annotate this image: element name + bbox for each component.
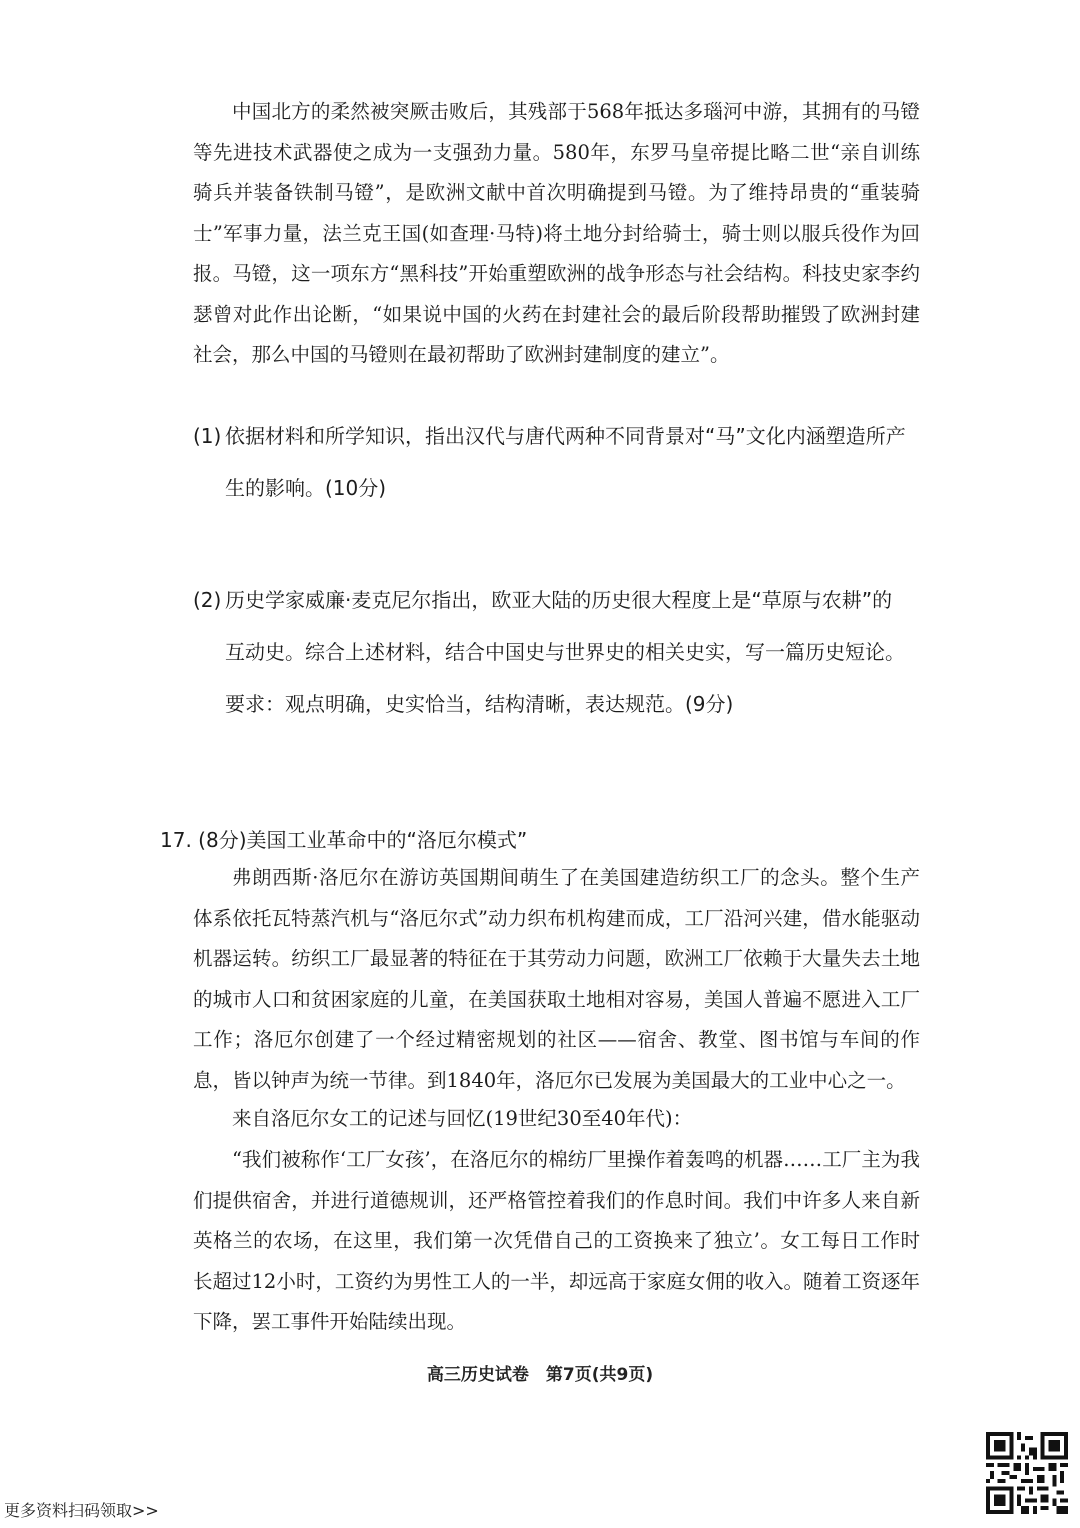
qr-code-icon[interactable] <box>986 1432 1068 1514</box>
promo-link[interactable]: 更多资料扫码领取>> <box>4 1501 159 1520</box>
question-text-line: 历史学家威廉·麦克尼尔指出，欧亚大陆的历史很大程度上是“草原与农耕”的 <box>225 588 893 612</box>
question-number: (1) <box>193 424 222 448</box>
question-16-1 <box>193 410 920 514</box>
question-text-line: 互动史。综合上述材料，结合中国史与世界史的相关史实，写一篇历史短论。 <box>225 640 905 664</box>
question-text-line: 依据材料和所学知识，指出汉代与唐代两种不同背景对“马”文化内涵塑造所产 <box>225 424 906 448</box>
question-text-line: 生的影响。(10分) <box>225 476 387 500</box>
question-text-line: 要求：观点明确，史实恰当，结构清晰，表达规范。(9分) <box>225 692 734 716</box>
question-17-heading: 17. (8分)美国工业革命中的“洛厄尔模式” <box>160 828 528 852</box>
material-paragraph: 弗朗西斯·洛厄尔在游访英国期间萌生了在美国建造纺织工厂的念头。整个生产体系依托瓦特蒸汽机与“洛厄尔式”动力织布机构建而成，工厂沿河兴建，借水能驱动机器运转。纺织工厂最显著的特征在于其劳动力问题，欧洲工厂依赖于大量失去土地的城市人口和贫困家庭的儿童，在美国获取土地相对容易，美国人普遍不愿进入工厂工作；洛厄尔创建了一个经过精密规划的社区——宿舍、教堂、图书馆与车间的作息，皆以钟声为统一节律。到1840年，洛厄尔已发展为美国最大的工业中心之一。 <box>193 866 920 1092</box>
material-paragraph: “我们被称作‘工厂女孩’，在洛厄尔的棉纺厂里操作着轰鸣的机器……工厂主为我们提供宿舍，并进行道德规训，还严格管控着我们的作息时间。我们中许多人来自新英格兰的农场，在这里，我们第一次凭借自己的工资换来了独立’。女工每日工作时长超过12小时，工资约为男性工人的一半，却远高于家庭女佣的收入。随着工资逐年下降，罢工事件开始陆续出现。 <box>193 1148 920 1333</box>
question-16-2 <box>193 574 920 730</box>
page-footer: 高三历史试卷 第7页(共9页) <box>426 1365 654 1385</box>
material-paragraph: 来自洛厄尔女工的记述与回忆(19世纪30至40年代)： <box>232 1107 693 1130</box>
material-paragraph: 中国北方的柔然被突厥击败后，其残部于568年抵达多瑙河中游，其拥有的马镫等先进技术武器使之成为一支强劲力量。580年，东罗马皇帝提比略二世“亲自训练骑兵并装备铁制马镫”，是欧洲文献中首次明确提到马镫。为了维持昂贵的“重装骑士”军事力量，法兰克王国(如查理·马特)将土地分封给骑士，骑士则以服兵役作为回报。马镫，这一项东方“黑科技”开始重塑欧洲的战争形态与社会结构。科技史家李约瑟曾对此作出论断，“如果说中国的火药在封建社会的最后阶段帮助摧毁了欧洲封建社会，那么中国的马镫则在最初帮助了欧洲封建制度的建立”。 <box>193 100 920 366</box>
question-number: (2) <box>193 588 222 612</box>
